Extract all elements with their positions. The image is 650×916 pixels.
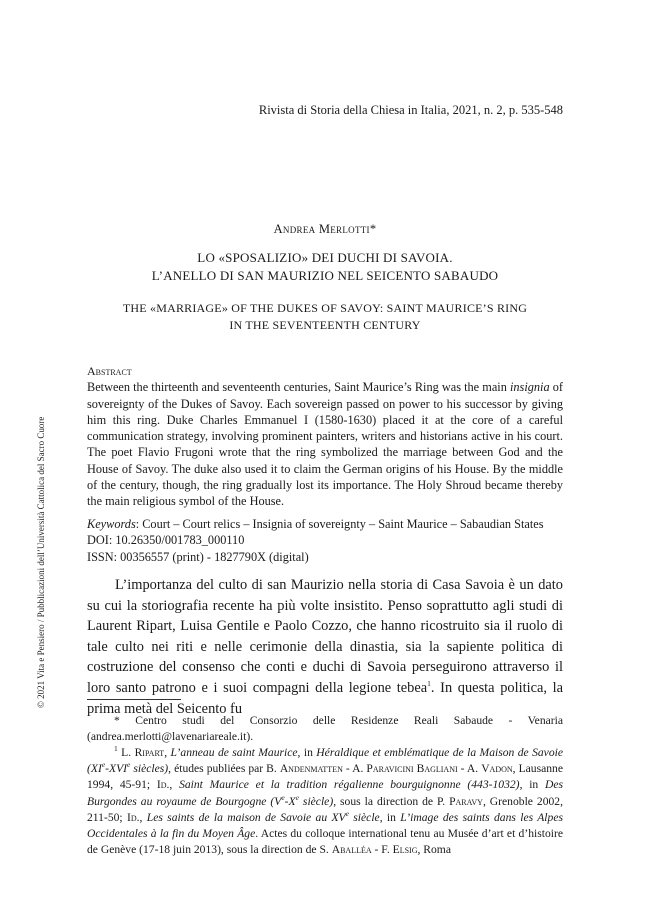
author-name: Andrea Merlotti* [273, 222, 377, 236]
keywords-label: Keywords [87, 517, 136, 531]
article-metadata [87, 516, 563, 565]
footnote-1: $^1$ L. Ripart, L’anneau de saint Maurice, in Héraldique et emblématique de la Maison de Savoie (XIe-XVIe siècles), études publiées par B. Andenmatten - A. Paravicini Bagliani - A. Vadon, Lausanne 1994, 45-91; Id., Saint Maurice et la tradition régalienne bourguignonne (443-1032), in Des Burgondes au royaume de Bourgogne (Ve-Xe siècle), sous la direction de P. Paravy, Grenoble 2002, 211-50; Id., Les saints de la maison de Savoie au XVe siècle, in L’image des saints dans les Alpes Occidentales à la fin du Moyen Âge. Actes du colloque international tenu au Musée d’art et d’histoire de Genève (17-18 juin 2013), sous la direction de S. Aballéa - F. Elsig, Roma [87, 744, 564, 857]
body-paragraph [87, 575, 563, 719]
body-text-part: L’importanza del culto di san Maurizio nella storia di Casa Savoia è un dato su cui la storiografia recente ha più volte insistito. Penso soprattutto agli studi di Laurent Ripart, Luisa Gentile e Paolo Cozzo, che hanno ricostruito sia il ruolo di tale culto nei riti e nelle cerimonie della dinastia, sia la sapiente politica di costruzione del consenso che conti e duchi di Savoia perseguirono attraverso il loro santo patrono e i suoi compagni della legione tebea [87, 577, 563, 696]
body-text-part: . In questa politica, la prima metà del Seicento fu [87, 679, 563, 717]
issn: ISSN: 00356557 (print) - 1827790X (digital) [87, 549, 309, 564]
abstract-text [87, 379, 563, 509]
title-english [0, 300, 650, 334]
title-italian-line-2: L’ANELLO DI SAN MAURIZIO NEL SEICENTO SABAUDO [151, 268, 499, 283]
footnote-number: 1 [114, 744, 118, 754]
keywords-line [87, 516, 563, 532]
footnote-reference: 1 [427, 679, 431, 689]
abstract [87, 363, 563, 510]
title-italian-line-1: LO «SPOSALIZIO» DEI DUCHI DI SAVOIA. [197, 250, 453, 265]
doi: DOI: 10.26350/001783_000110 [87, 533, 245, 548]
keywords-text: : Court – Court relics – Insignia of sovereignty – Saint Maurice – Sabaudian States [135, 517, 544, 531]
abstract-text-part: Between the thirteenth and seventeenth centuries, Saint Maurice’s Ring was the main [87, 380, 510, 395]
running-head: Rivista di Storia della Chiesa in Italia, 2021, n. 2, p. 535-548 [258, 103, 563, 117]
title-english-line-2: IN THE SEVENTEENTH CENTURY [229, 318, 421, 332]
footnote-author-affiliation: * Centro studi del Consorzio delle Residenze Reali Sabaude - Venaria (andrea.merlotti@lavenariareale.it). [87, 714, 563, 744]
footnote-separator [87, 699, 181, 700]
title-english-line-1: THE «MARRIAGE» OF THE DUKES OF SAVOY: SAINT MAURICE’S RING [122, 301, 528, 315]
copyright-side-note: © 2021 Vita e Pensiero / Pubblicazioni dell’Università Cattolica del Sacro Cuore [36, 416, 46, 708]
title-italian [0, 249, 650, 285]
abstract-italic-term: insignia [509, 380, 550, 395]
abstract-label: Abstract [87, 364, 132, 378]
abstract-text-part: of sovereignty of the Dukes of Savoy. Each sovereign passed on power to his successor by giving him this ring. Duke Charles Emmanuel I (1580-1630) placed it at the core of a careful communication strategy, involving prominent painters, writers and historians active in his court. The poet Flavio Frugoni wrote that the ring symbolized the marriage between God and the House of Savoy. The duke also used it to claim the German origins of his House. By the middle of the century, though, the ring gradually lost its importance. The Holy Shroud became thereby the main religious symbol of the House. [87, 380, 563, 509]
